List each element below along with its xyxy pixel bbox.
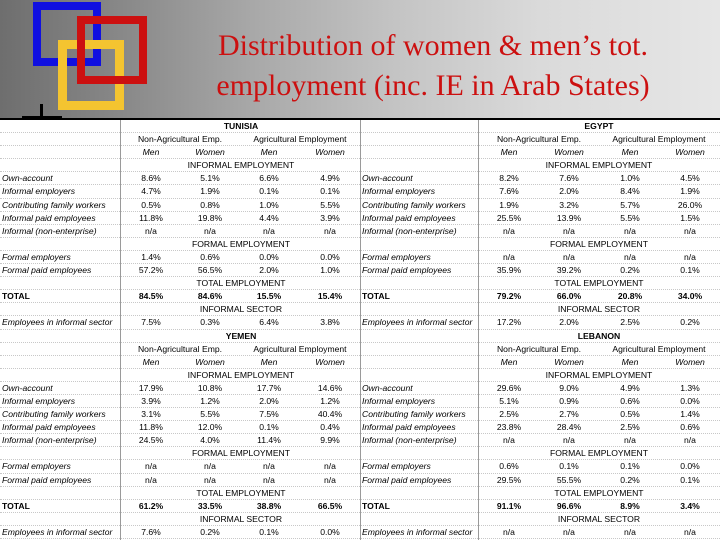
value-cell: 28.4%: [556, 422, 582, 433]
value-cell: 57.2%: [138, 265, 164, 276]
sector-header: Non-Agricultural Emp.: [496, 134, 582, 145]
total-employment-header: TOTAL EMPLOYMENT: [196, 278, 286, 289]
row-label: Informal (non-enterprise): [362, 225, 457, 236]
value-cell: 7.6%: [141, 526, 161, 537]
value-cell: 2.0%: [559, 317, 579, 328]
value-cell: 38.8%: [256, 500, 282, 511]
value-cell: 1.9%: [200, 186, 220, 197]
value-cell: 55.5%: [556, 474, 582, 485]
value-cell: n/a: [204, 474, 216, 485]
total-employment-header: TOTAL EMPLOYMENT: [554, 487, 644, 498]
value-cell: 0.0%: [320, 526, 340, 537]
value-cell: 1.0%: [259, 199, 279, 210]
formal-employment-header: FORMAL EMPLOYMENT: [549, 448, 649, 459]
value-cell: n/a: [204, 461, 216, 472]
value-cell: 84.5%: [138, 291, 164, 302]
value-cell: 1.9%: [499, 199, 519, 210]
value-cell: 19.8%: [197, 212, 223, 223]
sector-header: Agricultural Employment: [612, 134, 706, 145]
row-label: Formal paid employees: [2, 474, 92, 485]
value-cell: n/a: [684, 251, 696, 262]
value-cell: n/a: [624, 225, 636, 236]
row-label: TOTAL: [362, 291, 390, 302]
value-cell: n/a: [324, 461, 336, 472]
row-label: Informal employers: [362, 395, 436, 406]
value-cell: 29.5%: [496, 474, 522, 485]
value-cell: 0.1%: [559, 461, 579, 472]
value-cell: 61.2%: [138, 500, 164, 511]
value-cell: 8.6%: [141, 173, 161, 184]
slide-header: [0, 0, 720, 118]
value-cell: 1.0%: [320, 265, 340, 276]
value-cell: n/a: [263, 461, 275, 472]
value-cell: 24.5%: [138, 435, 164, 446]
country-name: EGYPT: [584, 121, 614, 131]
row-label: Employees in informal sector: [2, 526, 113, 537]
value-cell: 5.5%: [320, 199, 340, 210]
row-label: TOTAL: [362, 500, 390, 511]
value-cell: n/a: [503, 225, 515, 236]
value-cell: 1.4%: [141, 251, 161, 262]
value-cell: 14.6%: [317, 382, 343, 393]
value-cell: 3.4%: [680, 500, 700, 511]
value-cell: n/a: [563, 435, 575, 446]
row-label: Own-account: [2, 382, 53, 393]
value-cell: 0.1%: [620, 461, 640, 472]
sex-header: Men: [500, 356, 518, 367]
row-label: Contributing family workers: [362, 409, 466, 420]
value-cell: 4.5%: [680, 173, 700, 184]
value-cell: 29.6%: [496, 382, 522, 393]
value-cell: 40.4%: [317, 409, 343, 420]
row-label: Informal employers: [2, 395, 76, 406]
value-cell: 1.0%: [620, 173, 640, 184]
value-cell: 66.5%: [317, 500, 343, 511]
row-label: Formal employers: [362, 461, 431, 472]
value-cell: 25.5%: [496, 212, 522, 223]
sector-header: Non-Agricultural Emp.: [137, 134, 223, 145]
value-cell: 0.8%: [200, 199, 220, 210]
sector-header: Agricultural Employment: [253, 134, 347, 145]
value-cell: 20.8%: [617, 291, 643, 302]
red-square-decoration: [77, 16, 147, 84]
value-cell: 1.4%: [680, 409, 700, 420]
value-cell: 9.0%: [559, 382, 579, 393]
sex-header: Men: [621, 147, 639, 158]
sex-header: Men: [260, 147, 278, 158]
title-line-2: employment (inc. IE in Arab States): [216, 69, 650, 102]
row-label: Informal paid employees: [2, 212, 96, 223]
value-cell: n/a: [563, 526, 575, 537]
slide-title: [150, 26, 716, 106]
value-cell: 0.0%: [259, 251, 279, 262]
value-cell: 3.9%: [141, 395, 161, 406]
informal-sector-header: INFORMAL SECTOR: [557, 513, 641, 524]
value-cell: 0.2%: [200, 526, 220, 537]
value-cell: 7.5%: [141, 317, 161, 328]
value-cell: n/a: [684, 225, 696, 236]
value-cell: 7.5%: [259, 409, 279, 420]
row-label: Formal employers: [362, 251, 431, 262]
value-cell: 2.0%: [559, 186, 579, 197]
value-cell: 0.1%: [259, 526, 279, 537]
value-cell: 6.6%: [259, 173, 279, 184]
value-cell: 26.0%: [677, 199, 703, 210]
informal-sector-header: INFORMAL SECTOR: [199, 304, 283, 315]
row-label: Own-account: [2, 173, 53, 184]
value-cell: 10.8%: [197, 382, 223, 393]
formal-employment-header: FORMAL EMPLOYMENT: [191, 238, 291, 249]
value-cell: 0.4%: [320, 422, 340, 433]
employment-table-sheet: [0, 120, 720, 540]
sex-header: Women: [675, 147, 705, 158]
value-cell: 7.6%: [499, 186, 519, 197]
value-cell: 91.1%: [496, 500, 522, 511]
value-cell: 0.9%: [559, 395, 579, 406]
row-label: Informal (non-enterprise): [2, 225, 97, 236]
row-label: Informal (non-enterprise): [2, 435, 97, 446]
value-cell: 1.3%: [680, 382, 700, 393]
informal-sector-header: INFORMAL SECTOR: [557, 304, 641, 315]
column-divider: [478, 120, 479, 540]
value-cell: 2.5%: [620, 317, 640, 328]
value-cell: 5.5%: [200, 409, 220, 420]
sex-header: Women: [315, 356, 345, 367]
value-cell: 1.2%: [320, 395, 340, 406]
row-label: Formal employers: [2, 461, 71, 472]
sector-header: Agricultural Employment: [612, 343, 706, 354]
title-line-1: Distribution of women & men’s tot.: [218, 29, 648, 62]
row-label: Employees in informal sector: [362, 526, 473, 537]
row-label: Own-account: [362, 382, 413, 393]
value-cell: 0.2%: [680, 317, 700, 328]
row-label: Own-account: [362, 173, 413, 184]
total-employment-header: TOTAL EMPLOYMENT: [196, 487, 286, 498]
value-cell: 1.5%: [680, 212, 700, 223]
column-divider: [360, 120, 361, 540]
value-cell: 35.9%: [496, 265, 522, 276]
value-cell: 23.8%: [496, 422, 522, 433]
value-cell: 2.7%: [559, 409, 579, 420]
row-label: Formal paid employees: [362, 474, 452, 485]
value-cell: 0.0%: [680, 395, 700, 406]
value-cell: 5.5%: [620, 212, 640, 223]
value-cell: n/a: [684, 526, 696, 537]
value-cell: 9.9%: [320, 435, 340, 446]
value-cell: 96.6%: [556, 500, 582, 511]
value-cell: 17.7%: [256, 382, 282, 393]
value-cell: 0.2%: [620, 265, 640, 276]
country-name: YEMEN: [225, 330, 257, 341]
value-cell: 17.9%: [138, 382, 164, 393]
value-cell: 3.1%: [141, 409, 161, 420]
informal-employment-header: INFORMAL EMPLOYMENT: [187, 160, 295, 171]
value-cell: n/a: [503, 435, 515, 446]
value-cell: 0.6%: [620, 395, 640, 406]
value-cell: 8.4%: [620, 186, 640, 197]
value-cell: 0.1%: [259, 186, 279, 197]
row-label: Contributing family workers: [2, 199, 106, 210]
sex-header: Women: [195, 147, 225, 158]
value-cell: n/a: [684, 435, 696, 446]
value-cell: 0.1%: [680, 265, 700, 276]
formal-employment-header: FORMAL EMPLOYMENT: [549, 238, 649, 249]
value-cell: 15.5%: [256, 291, 282, 302]
value-cell: 0.5%: [141, 199, 161, 210]
row-label: Informal employers: [2, 186, 76, 197]
value-cell: n/a: [624, 251, 636, 262]
value-cell: 2.5%: [499, 409, 519, 420]
value-cell: 5.1%: [499, 395, 519, 406]
horizontal-rule-decoration: [22, 116, 62, 119]
value-cell: 0.6%: [680, 422, 700, 433]
row-label: TOTAL: [2, 500, 30, 511]
value-cell: n/a: [263, 225, 275, 236]
country-name: TUNISIA: [223, 121, 259, 131]
value-cell: n/a: [324, 225, 336, 236]
value-cell: 11.8%: [139, 212, 163, 223]
value-cell: 4.4%: [259, 212, 279, 223]
value-cell: n/a: [324, 474, 336, 485]
formal-employment-header: FORMAL EMPLOYMENT: [191, 448, 291, 459]
value-cell: 5.1%: [200, 173, 220, 184]
value-cell: 8.2%: [499, 173, 519, 184]
informal-employment-header: INFORMAL EMPLOYMENT: [545, 160, 653, 171]
value-cell: 0.5%: [620, 409, 640, 420]
value-cell: n/a: [503, 251, 515, 262]
value-cell: 15.4%: [317, 291, 343, 302]
value-cell: 5.7%: [620, 199, 640, 210]
informal-sector-header: INFORMAL SECTOR: [199, 513, 283, 524]
row-label: Informal paid employees: [362, 422, 456, 433]
value-cell: 11.4%: [257, 435, 281, 446]
value-cell: 0.1%: [259, 422, 279, 433]
value-cell: 0.3%: [200, 317, 220, 328]
sex-header: Women: [315, 147, 345, 158]
value-cell: 12.0%: [197, 422, 223, 433]
row-label: Informal paid employees: [362, 212, 456, 223]
sex-header: Women: [195, 356, 225, 367]
informal-employment-header: INFORMAL EMPLOYMENT: [545, 369, 653, 380]
value-cell: n/a: [563, 225, 575, 236]
sex-header: Women: [554, 356, 584, 367]
row-label: Informal employers: [362, 186, 436, 197]
row-label: Employees in informal sector: [362, 317, 473, 328]
value-cell: 13.9%: [556, 212, 582, 223]
value-cell: n/a: [624, 435, 636, 446]
row-label: Informal paid employees: [2, 422, 96, 433]
value-cell: 0.6%: [499, 461, 519, 472]
country-name: LEBANON: [577, 330, 621, 341]
sector-header: Non-Agricultural Emp.: [496, 343, 582, 354]
value-cell: 0.1%: [680, 474, 700, 485]
row-label: TOTAL: [2, 291, 30, 302]
value-cell: 4.0%: [200, 435, 220, 446]
value-cell: n/a: [563, 251, 575, 262]
value-cell: 0.6%: [200, 251, 220, 262]
value-cell: 0.0%: [320, 251, 340, 262]
value-cell: 84.6%: [197, 291, 223, 302]
value-cell: 56.5%: [197, 265, 223, 276]
row-label: Contributing family workers: [362, 199, 466, 210]
value-cell: 7.6%: [559, 173, 579, 184]
value-cell: 17.2%: [496, 317, 522, 328]
total-employment-header: TOTAL EMPLOYMENT: [554, 278, 644, 289]
value-cell: 2.0%: [259, 265, 279, 276]
sex-header: Men: [142, 356, 160, 367]
informal-employment-header: INFORMAL EMPLOYMENT: [187, 369, 295, 380]
row-label: Informal (non-enterprise): [362, 435, 457, 446]
column-divider: [120, 120, 121, 540]
row-label: Employees in informal sector: [2, 317, 113, 328]
row-label: Formal paid employees: [2, 265, 92, 276]
value-cell: 79.2%: [496, 291, 522, 302]
value-cell: 39.2%: [556, 265, 582, 276]
value-cell: 0.0%: [680, 461, 700, 472]
value-cell: n/a: [145, 225, 157, 236]
value-cell: 2.5%: [620, 422, 640, 433]
row-label: Formal employers: [2, 251, 71, 262]
row-label: Formal paid employees: [362, 265, 452, 276]
value-cell: 3.2%: [559, 199, 579, 210]
value-cell: n/a: [204, 225, 216, 236]
value-cell: 1.2%: [200, 395, 220, 406]
value-cell: 66.0%: [556, 291, 582, 302]
value-cell: n/a: [145, 474, 157, 485]
value-cell: 4.9%: [320, 173, 340, 184]
row-label: Contributing family workers: [2, 409, 106, 420]
value-cell: 0.1%: [320, 186, 340, 197]
value-cell: 33.5%: [197, 500, 223, 511]
value-cell: n/a: [503, 526, 515, 537]
sex-header: Men: [500, 147, 518, 158]
value-cell: 4.9%: [620, 382, 640, 393]
value-cell: n/a: [145, 461, 157, 472]
sex-header: Women: [675, 356, 705, 367]
value-cell: 34.0%: [677, 291, 703, 302]
value-cell: 11.8%: [139, 422, 163, 433]
value-cell: 1.9%: [680, 186, 700, 197]
value-cell: n/a: [624, 526, 636, 537]
sector-header: Non-Agricultural Emp.: [137, 343, 223, 354]
sex-header: Men: [260, 356, 278, 367]
sex-header: Men: [621, 356, 639, 367]
sex-header: Women: [554, 147, 584, 158]
value-cell: 4.7%: [141, 186, 161, 197]
value-cell: 6.4%: [259, 317, 279, 328]
value-cell: 2.0%: [259, 395, 279, 406]
value-cell: 3.8%: [320, 317, 340, 328]
sex-header: Men: [142, 147, 160, 158]
sector-header: Agricultural Employment: [253, 343, 347, 354]
value-cell: 0.2%: [620, 474, 640, 485]
value-cell: 8.9%: [620, 500, 640, 511]
value-cell: 3.9%: [320, 212, 340, 223]
value-cell: n/a: [263, 474, 275, 485]
